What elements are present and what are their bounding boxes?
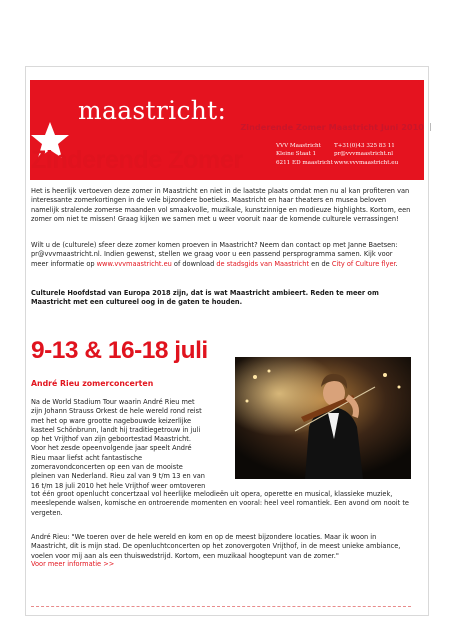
concert-line: Voor het zesde opeenvolgende jaar speelt André: [31, 444, 192, 453]
subhead-separator: |: [429, 122, 432, 131]
concert-line: Rieu maar liefst acht fantastische: [31, 453, 143, 462]
concert-intro: [31, 398, 227, 491]
contact-phone: T+31(0)43 325 83 11: [334, 143, 395, 149]
concert-line: Na de World Stadium Tour waarin André Rieu met: [31, 398, 195, 406]
contact-line: Kleine Staat 1: [276, 151, 317, 158]
concert-line: zijn Johann Strauss Orkest de hele wereld rond reist: [31, 407, 202, 416]
contact-line: 6211 ED maastricht: [276, 159, 333, 166]
intro-paragraph: Het is heerlijk vertoeven deze zomer in Maastricht en niet in de laatste plaats omdat men nu al kan profiteren van interessante zomerkortingen in de vele bijzondere boetieks. Maastricht en haar theaters en musea beloven namelijk stralende zomerse maanden vol smaakvolle, muzikale, kunstzinnige en modieuze highlights. Kortom, een zomer om niet te missen! Graag kijken we samen met u weer vooruit naar de komende culturele verrassingen!: [31, 187, 411, 224]
concert-paragraph: tot één groot openlucht concertzaal vol heerlijke melodieën uit opera, operette en musical, klassieke muziek, meeslepende walsen, komische en ontroerende momenten en vooral: heel veel romantiek. Een avond om nooit te vergeten.: [31, 490, 409, 517]
concert-title: André Rieu zomerconcerten: [31, 379, 154, 388]
culture-flyer-link[interactable]: City of Culture flyer: [331, 259, 396, 268]
page-title: Zinderende Zomer: [31, 146, 243, 174]
dashed-divider: [31, 606, 411, 607]
newsletter-subhead: Zinderende Zomer Maastricht Juni 2010: [240, 122, 424, 132]
concert-line: kasteel Schönbrunn, landt hij traditiegetrouw in juli: [31, 425, 201, 434]
culture-paragraph: Culturele Hoofdstad van Europa 2018 zijn, dat is wat Maastricht ambieert. Reden te meer om Maastricht met een cultureel oog in de gaten te houden.: [31, 289, 379, 307]
contact-email[interactable]: pr@vvvmaastricht.nl: [334, 151, 394, 158]
city-guide-link[interactable]: de stadsgids van Maastricht: [216, 259, 310, 268]
concert-line: pleinen van Nederland. Rieu zal van 9 t/m 13 en van: [31, 472, 205, 481]
quote-paragraph: André Rieu: "We toeren over de hele wereld en kom en op de meest bijzondere locaties. Maar ik woon in Maastricht, dit is mijn stad. De openluchtconcerten op het zonovergoten Vrijthof, in de meest unieke ambiance, voelen voor mij aan als een thuiswedstrijd. Kortom, een muzikaal hoogtepunt van de zomer.": [31, 533, 401, 560]
concert-line: 16 t/m 18 juli 2010 het hele Vrijthof weer omtoveren: [31, 481, 206, 490]
contact-website[interactable]: www.vvvmaastricht.eu: [334, 159, 399, 166]
press-text: .: [395, 259, 398, 268]
press-text: Wilt u de (culturele) sfeer deze zomer komen proeven in Maastricht? Neem dan contact op met Janne Baetsen: pr@vvvmaastricht.nl. Indien gewenst, stellen we graag voor u een passend persprogramma samen. Kijk voor meer informatie op: [31, 241, 398, 268]
contact-line: VVV Maastricht: [276, 143, 321, 149]
press-text: of download: [171, 259, 217, 268]
concert-line: op het Vrijthof van zijn geboortestad Maastricht.: [31, 435, 191, 444]
concert-line: met het op ware grootte nagebouwde keizerlijke: [31, 416, 192, 425]
dates-heading: 9-13 & 16-18 juli: [31, 337, 208, 364]
andre-rieu-photo: [235, 357, 411, 479]
contact-address: [276, 142, 333, 167]
contact-details: [334, 142, 398, 167]
more-info-link[interactable]: Voor meer informatie >>: [31, 560, 115, 568]
logo-text: maastricht:: [78, 96, 227, 125]
press-text: en de: [309, 259, 332, 268]
concert-line: zomeravondconcerten op een van de mooiste: [31, 463, 183, 472]
site-link[interactable]: www.vvvmaastricht.eu: [96, 259, 172, 268]
press-paragraph: [31, 241, 411, 269]
